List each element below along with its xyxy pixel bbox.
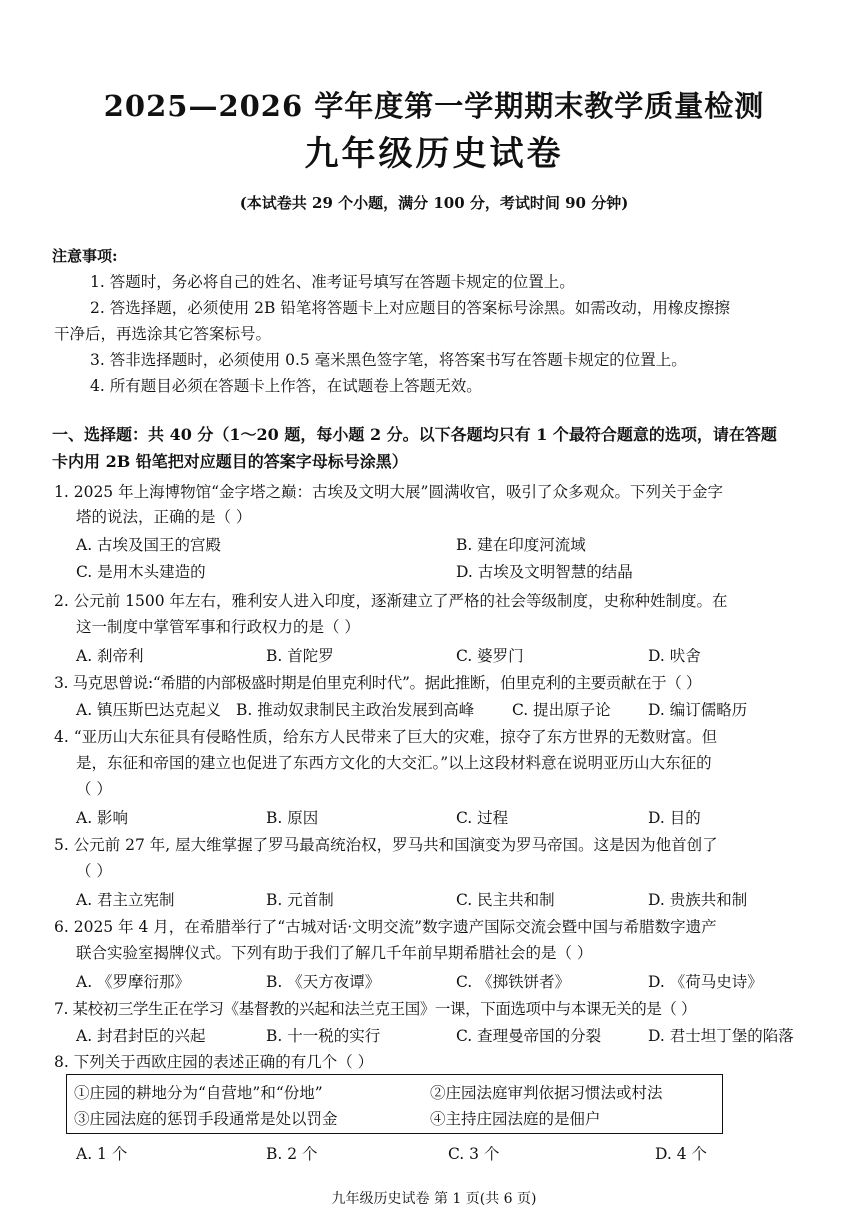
question-1-option-d: D. 古埃及文明智慧的结晶	[456, 563, 633, 581]
question-8-option-d: D. 4 个	[655, 1145, 708, 1163]
question-2-option-a: A. 刹帝利	[76, 647, 144, 665]
question-5-option-d: D. 贵族共和制	[648, 891, 748, 909]
question-8-option-c: C. 3 个	[448, 1145, 500, 1163]
question-5-stem: 5. 公元前 27 年, 屋大维掌握了罗马最高统治权，罗马共和国演变为罗马帝国。这是因为他首创了	[54, 836, 718, 854]
question-2-option-c: C. 婆罗门	[456, 647, 524, 665]
question-4-option-b: B. 原因	[266, 809, 319, 827]
question-3-option-d: D. 编订儒略历	[648, 701, 748, 719]
question-4-stem: （ ）	[76, 780, 112, 798]
exam-subtitle: (本试卷共 29 个小题，满分 100 分，考试时间 90 分钟)	[239, 194, 629, 212]
question-2-option-b: B. 首陀罗	[266, 647, 334, 665]
question-4-stem: 4. “亚历山大东征具有侵略性质，给东方人民带来了巨大的灾难，掠夺了东方世界的无数财富。但	[54, 728, 718, 746]
question-3-stem: 3. 马克思曾说:“希腊的内部极盛时期是伯里克利时代”。据此推断，伯里克利的主要贡献在于（ ）	[54, 674, 701, 692]
question-1-option-c: C. 是用木头建造的	[76, 563, 206, 581]
question-2-stem: 这一制度中掌管军事和行政权力的是（ ）	[76, 618, 360, 636]
section-heading: 一、选择题：共 40 分（1～20 题，每小题 2 分。以下各题均只有 1 个最符合题意的选项，请在答题	[52, 425, 777, 444]
question-3-option-c: C. 提出原子论	[512, 701, 611, 719]
question-8-option-b: B. 2 个	[266, 1145, 318, 1163]
question-7-option-c: C. 查理曼帝国的分裂	[456, 1027, 602, 1045]
question-7-option-a: A. 封君封臣的兴起	[76, 1027, 206, 1045]
notice-item: 4. 所有题目必须在答题卡上作答，在试题卷上答题无效。	[90, 377, 482, 395]
question-5-stem: （ ）	[76, 862, 112, 880]
page-footer: 九年级历史试卷 第 1 页(共 6 页)	[331, 1191, 537, 1207]
question-5-option-a: A. 君主立宪制	[76, 891, 175, 909]
notice-item: 3. 答非选择题时，必须使用 0.5 毫米黑色签字笔，将答案书写在答题卡规定的位置上。	[90, 351, 687, 369]
question-6-option-a: A. 《罗摩衍那》	[76, 973, 191, 991]
question-5-option-c: C. 民主共和制	[456, 891, 555, 909]
notice-item: 1. 答题时，务必将自己的姓名、准考证号填写在答题卡规定的位置上。	[90, 273, 575, 291]
exam-title-line2: 九年级历史试卷	[304, 134, 564, 174]
question-6-option-b: B. 《天方夜谭》	[266, 973, 381, 991]
question-8-statement: ②庄园法庭审判依据习惯法或村法	[430, 1084, 663, 1102]
question-7-option-b: B. 十一税的实行	[266, 1027, 381, 1045]
question-3-option-a: A. 镇压斯巴达克起义	[76, 701, 222, 719]
question-8-stem: 8. 下列关于西欧庄园的表述正确的有几个（ ）	[54, 1053, 374, 1071]
notice-heading: 注意事项:	[52, 247, 118, 265]
question-4-option-a: A. 影响	[76, 809, 129, 827]
question-4-stem: 是，东征和帝国的建立也促进了东西方文化的大交汇。”以上这段材料意在说明亚历山大东征的	[76, 754, 712, 772]
question-3-option-b: B. 推动奴隶制民主政治发展到高峰	[236, 701, 475, 719]
question-6-stem: 联合实验室揭牌仪式。下列有助于我们了解几千年前早期希腊社会的是（ ）	[76, 944, 593, 962]
question-2-option-d: D. 吠舍	[648, 647, 701, 665]
question-1-option-b: B. 建在印度河流域	[456, 536, 586, 554]
question-4-option-d: D. 目的	[648, 809, 701, 827]
section-heading: 卡内用 2B 铅笔把对应题目的答案字母标号涂黑）	[52, 452, 408, 471]
question-6-option-c: C. 《掷铁饼者》	[456, 973, 571, 991]
notice-item: 干净后，再选涂其它答案标号。	[54, 325, 272, 343]
question-4-option-c: C. 过程	[456, 809, 509, 827]
exam-title-line1: 2025—2026 学年度第一学期期末教学质量检测	[103, 89, 765, 123]
question-1-stem: 1. 2025 年上海博物馆“金字塔之巅：古埃及文明大展”圆满收官，吸引了众多观众。下列关于金字	[54, 483, 723, 501]
question-6-option-d: D. 《荷马史诗》	[648, 973, 763, 991]
question-8-statement: ③庄园法庭的惩罚手段通常是处以罚金	[74, 1110, 338, 1128]
question-1-option-a: A. 古埃及国王的宫殿	[76, 536, 222, 554]
question-6-stem: 6. 2025 年 4 月，在希腊举行了“古城对话·文明交流”数字遗产国际交流会暨中国与希腊数字遗产	[54, 918, 717, 936]
question-7-option-d: D. 君士坦丁堡的陷落	[648, 1027, 794, 1045]
question-1-stem: 塔的说法，正确的是（ ）	[76, 508, 252, 526]
question-8-statement: ④主持庄园法庭的是佃户	[430, 1110, 601, 1128]
question-5-option-b: B. 元首制	[266, 891, 334, 909]
question-7-stem: 7. 某校初三学生正在学习《基督教的兴起和法兰克王国》一课，下面选项中与本课无关的是（ ）	[54, 1000, 697, 1018]
question-2-stem: 2. 公元前 1500 年左右，雅利安人进入印度，逐渐建立了严格的社会等级制度，史称种姓制度。在	[54, 592, 728, 610]
notice-item: 2. 答选择题，必须使用 2B 铅笔将答题卡上对应题目的答案标号涂黑。如需改动，用橡皮擦擦	[90, 299, 730, 317]
question-8-statement: ①庄园的耕地分为“自营地”和“份地”	[74, 1084, 323, 1102]
question-8-option-a: A. 1 个	[76, 1145, 128, 1163]
